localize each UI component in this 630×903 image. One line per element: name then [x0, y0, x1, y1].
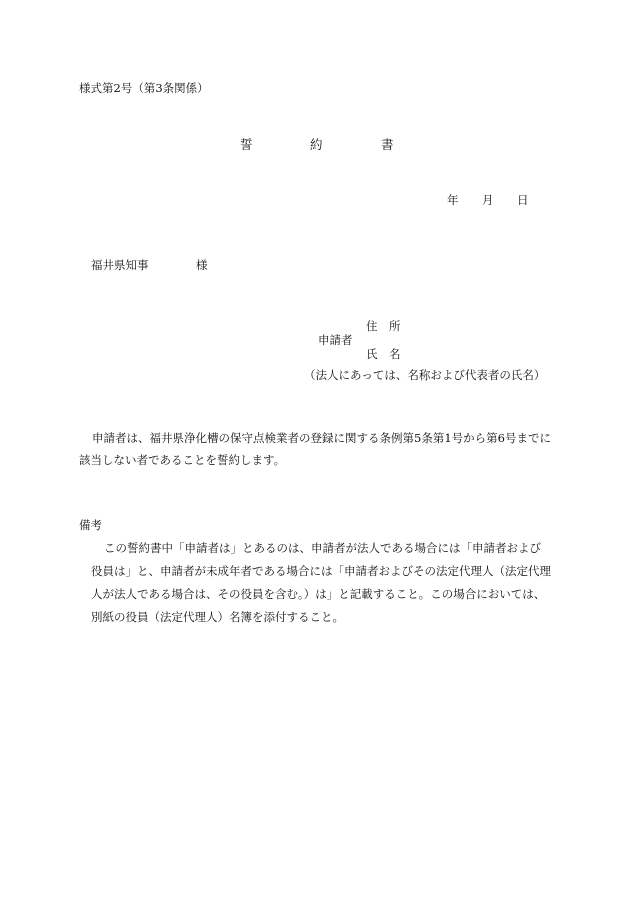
date-month-label: 月 — [482, 193, 494, 207]
remarks-heading: 備考 — [79, 518, 102, 532]
pledge-line-2: 該当しない者であることを誓約します。 — [79, 453, 286, 467]
title-char-3: 書 — [381, 137, 394, 152]
applicant-label: 申請者 — [318, 333, 353, 347]
remarks-line-2: 役員は」と、申請者が未成年者である場合には「申請者およびその法定代理人（法定代理 — [91, 564, 551, 578]
date-year-label: 年 — [447, 193, 459, 207]
remarks-line-3: 人が法人である場合は、その役員を含む。）は」と記載すること。この場合においては、 — [91, 587, 546, 601]
date-day-label: 日 — [517, 193, 529, 207]
remarks-line-4: 別紙の役員（法定代理人）名簿を添付すること。 — [91, 610, 344, 624]
corporate-note: （法人にあっては、名称および代表者の氏名） — [304, 368, 546, 382]
name-label: 氏 名 — [366, 347, 401, 361]
pledge-line-1: 申請者は、福井県浄化槽の保守点検業者の登録に関する条例第5条第1号から第6号までに — [92, 431, 551, 445]
form-number: 様式第2号（第3条関係） — [79, 81, 209, 95]
addressee-honorific: 様 — [196, 258, 208, 272]
title-char-2: 約 — [310, 137, 323, 152]
title-char-1: 誓 — [240, 137, 253, 152]
remarks-line-1: この誓約書中「申請者は」とあるのは、申請者が法人である場合には「申請者および — [104, 541, 541, 555]
addressee-name: 福井県知事 — [91, 258, 149, 272]
address-label: 住 所 — [366, 319, 401, 333]
